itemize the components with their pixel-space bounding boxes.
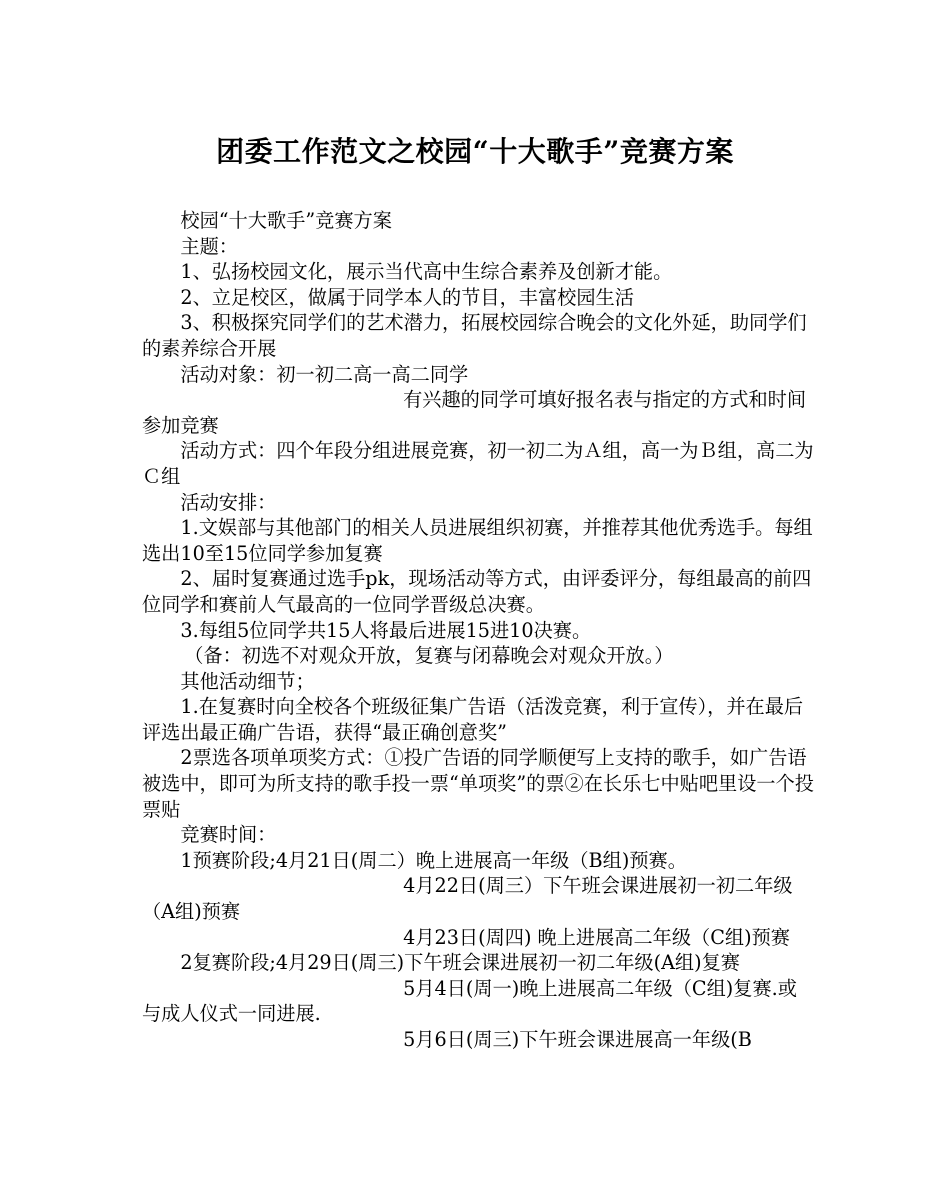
arrangement-remark: （备：初选不对观众开放，复赛与闭幕晚会对观众开放。）: [184, 644, 674, 668]
activity-arrangement-heading: 活动安排：: [180, 490, 277, 514]
schedule-preliminary-2: 4月22日(周三）下午班会课进展初一初二年级（A组)预赛: [142, 874, 793, 924]
schedule-semifinal-2: 5月4日(周一)晚上进展高二年级（C组)复赛.或与成人仪式一同进展.: [142, 976, 797, 1026]
arrangement-item-1: 1.文娱部与其他部门的相关人员进展组织初赛，并推荐其他优秀选手。每组选出10至15位同学参加复赛: [142, 516, 813, 565]
other-details-heading: 其他活动细节；: [180, 669, 315, 693]
theme-heading: 主题：: [180, 234, 238, 258]
other-detail-2: 2票选各项单项奖方式：①投广告语的同学顺便写上支持的歌手，如广告语被选中，即可为所支持的歌手投一票“单项奖”的票②在长乐七中贴吧里设一个投票贴: [142, 746, 814, 821]
theme-item-1: 1、弘扬校园文化，展示当代高中生综合素养及创新才能。: [180, 260, 673, 284]
schedule-preliminary-1: 1预赛阶段;4月21日(周二）晚上进展高一年级（B组)预赛。: [180, 848, 687, 872]
document-title: 团委工作范文之校园“十大歌手”竞赛方案: [216, 135, 734, 168]
activity-target: 活动对象：初一初二高一高二同学: [180, 362, 469, 386]
schedule-semifinal-1: 2复赛阶段;4月29日(周三)下午班会课进展初一初二年级(A组)复赛: [180, 951, 740, 975]
theme-item-2: 2、立足校区，做属于同学本人的节目，丰富校园生活: [180, 285, 634, 309]
schedule-heading: 竞赛时间：: [180, 823, 277, 847]
subtitle-paragraph: 校园“十大歌手”竞赛方案: [180, 209, 392, 232]
arrangement-item-2: 2、届时复赛通过选手pk，现场活动等方式，由评委评分，每组最高的前四位同学和赛前人气最高的一位同学晋级总决赛。: [142, 567, 812, 616]
other-detail-1: 1.在复赛时向全校各个班级征集广告语（活泼竞赛，利于宣传），并在最后评选出最正确广告语，获得“最正确创意奖”: [142, 695, 804, 744]
schedule-semifinal-3: 5月6日(周三)下午班会课进展高一年级(B: [403, 1028, 752, 1051]
schedule-preliminary-3: 4月23日(周四) 晚上进展高二年级（C组)预赛: [403, 925, 790, 949]
arrangement-item-3: 3.每组5位同学共15人将最后进展15进10决赛。: [180, 618, 592, 642]
document-body: [142, 208, 814, 1053]
activity-target-note: 有兴趣的同学可填好报名表与指定的方式和时间参加竞赛: [142, 388, 807, 437]
theme-item-3: 3、积极探究同学们的艺术潜力，拓展校园综合晚会的文化外延，助同学们的素养综合开展: [142, 311, 807, 360]
activity-method: 活动方式：四个年段分组进展竞赛，初一初二为Ａ组，高一为Ｂ组，高二为Ｃ组: [142, 439, 814, 488]
